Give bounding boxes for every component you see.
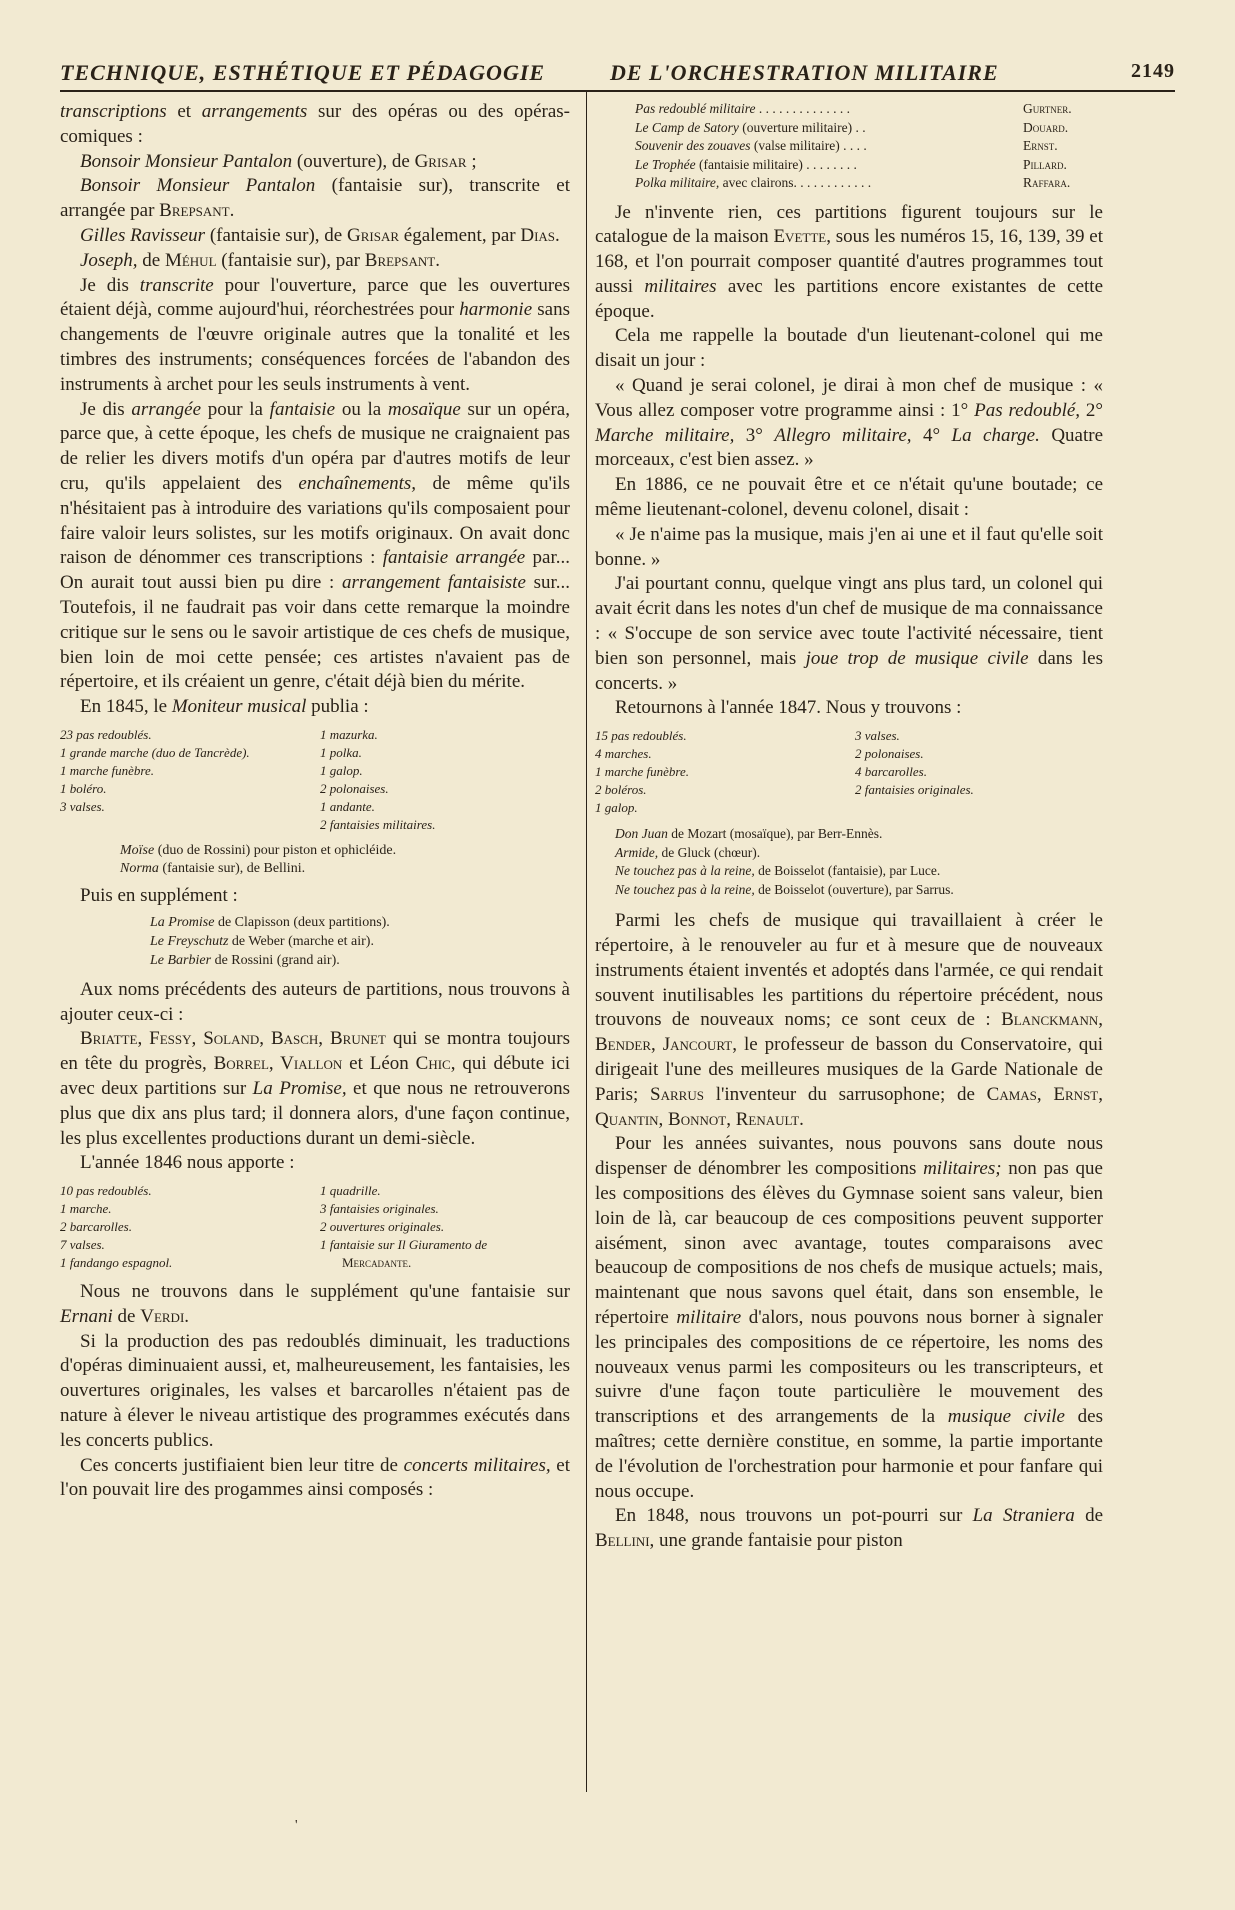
paragraph: « Je n'aime pas la musique, mais j'en ai une et il faut qu'elle soit bonne. » <box>595 523 1103 570</box>
concert-program <box>635 100 1103 193</box>
list-item: 23 pas redoublés. 1 mazurka. <box>60 726 378 742</box>
paragraph: Bonsoir Monsieur Pantalon (fantaisie sur), transcrite et arrangée par Brepsant. <box>60 175 570 222</box>
list-item: 2 fantaisies militaires. <box>320 816 436 832</box>
list-item: 7 valses. 1 fantaisie sur Il Giuramento de <box>60 1237 488 1253</box>
list-item: 15 pas redoublés. 3 valses. <box>595 728 900 744</box>
list-1847 <box>595 727 1103 817</box>
paragraph: Puis en supplément : <box>80 884 238 906</box>
paragraph: Gilles Ravisseur (fantaisie sur), de Grisar également, par Dias. <box>80 224 560 246</box>
list-item: La Promise de Clapisson (deux partitions). <box>150 914 390 930</box>
paragraph: Je dis transcrite pour l'ouverture, parce que les ouvertures étaient déjà, comme aujourd'hui, réorchestrées pour harmonie sans changements de l'œuvre originale autres que la tonalité et les timbres des instruments; conséquences forcées de l'abandon des instruments à archet pour les seuls instruments à vent. <box>60 274 571 395</box>
paragraph: Je n'invente rien, ces partitions figurent toujours sur le catalogue de la maison Evette, sous les numéros 15, 16, 139, 39 et 168, et l'on pourrait composer quantité d'autres programmes tout aussi militaires avec les partitions encore existantes de cette époque. <box>595 201 1104 322</box>
list-item: 4 marches. 2 polonaises. <box>595 746 924 762</box>
list-item: 1 marche. 3 fantaisies originales. <box>60 1201 439 1217</box>
list-item: Polka militaire, avec clairons. . . . . . . . . . . . Raffara. <box>635 175 1071 190</box>
paragraph: Nous ne trouvons dans le supplément qu'une fantaisie sur Ernani de Verdi. <box>60 1281 570 1327</box>
list-item: Souvenir des zouaves (valse militaire) . . . . Ernst. <box>635 138 1058 153</box>
paragraph: Je dis arrangée pour la fantaisie ou la mosaïque sur un opéra, parce que, à cette époque, les chefs de musique ne craignaient pas de relier les divers motifs d'un opéra par d'autres motifs de leur cru, qu'ils appelaient des enchaînements, de même qu'ils n'hésitaient pas à introduire des variations qu'ils composaient pour faire valoir leurs solistes, sur les motifs originaux. On avait donc raison de dénommer ces transcriptions : fantaisie arrangée par... On aurait tout aussi bien pu dire : arrangement fantaisiste sur... Toutefois, il ne faudrait pas voir dans cette remarque la moindre critique sur le sens ou le savoir artistique de ces chefs de musique, bien loin de moi cette pensée; ces artistes n'avaient pas de répertoire, et ils créaient un genre, c'était déjà bien du mérite. <box>60 398 571 693</box>
list-item: 1 marche funèbre. 4 barcarolles. <box>595 764 927 780</box>
list-item: Armide, de Gluck (chœur). <box>615 844 761 860</box>
paragraph: Pour les années suivantes, nous pouvons sans doute nous dispenser de dénombrer les compositions militaires; non pas que les compositions des élèves du Gymnase soient sans valeur, bien loin de là, car beaucoup de ces compositions peuvent supporter aisément, sinon avec avantage, toutes comparaisons avec beaucoup de compositions de nos chefs de musique actuels; mais, maintenant que nous savons quel était, dans son ensemble, le répertoire militaire d'alors, nous pouvons nous borner à signaler les principales des compositions de ce répertoire, les noms des nouveaux venus parmi les compositeurs ou les transcripteurs, et suivre d'une façon toute particulière le mouvement des transcriptions et des arrangements de la musique civile des maîtres; cette dernière constitue, en somme, la partie importante de l'évolution de l'orchestration pour harmonie et pour fanfare qui nous occupe. <box>595 1133 1103 1502</box>
paragraph: « Quand je serai colonel, je dirai à mon chef de musique : « Vous allez composer votre programme ainsi : 1° Pas redoublé, 2° Marche militaire, 3° Allegro militaire, 4° La charge. Quatre morceaux, c'est bien assez. » <box>595 375 1104 471</box>
list-item: Don Juan de Mozart (mosaïque), par Berr-Ennès. <box>615 826 883 842</box>
footer-mark: ' <box>295 1818 298 1833</box>
list-item: Le Barbier de Rossini (grand air). <box>150 952 340 968</box>
list-item: Le Trophée (fantaisie militaire) . . . . . . . . Pillard. <box>635 156 1067 172</box>
paragraph: En 1845, le Moniteur musical publia : <box>80 696 369 718</box>
list-1845 <box>60 726 570 834</box>
list-item: Pas redoublé militaire . . . . . . . . . . . . . . Gurtner. <box>635 101 1072 116</box>
paragraph: Parmi les chefs de musique qui travaillaient à créer le répertoire, à le renouveler au fur et à mesure que de nouveaux instruments étaient inventés et adoptés dans l'armée, ce qui rendait souvent inutilisables les partitions du répertoire précédent, nous trouvons de nouveaux noms; ce sont ceux de : Blanckmann, Bender, Jancourt, le professeur de basson du Conservatoire, qui dirigeait l'une des meilleures musiques de la Garde Nationale de Paris; Sarrus l'inventeur du sarrusophone; de Camas, Ernst, Quantin, Bonnot, Renault. <box>595 910 1104 1130</box>
paragraph: En 1848, nous trouvons un pot-pourri sur La Straniera de Bellini, une grande fantaisie pour piston <box>595 1505 1103 1552</box>
paragraph: L'année 1846 nous apporte : <box>80 1152 295 1174</box>
header-right-title: DE L'ORCHESTRATION MILITAIRE <box>610 60 999 85</box>
left-column <box>60 100 570 1503</box>
list-1846 <box>60 1182 570 1272</box>
list-item: 2 barcarolles. 2 ouvertures originales. <box>60 1219 445 1235</box>
right-column <box>595 100 1103 1554</box>
list-item: 1 fandango espagnol. Mercadante. <box>60 1255 412 1271</box>
list-1845-extra <box>120 842 570 878</box>
list-item: 1 marche funèbre. 1 galop. <box>60 762 363 778</box>
paragraph: Ces concerts justifiaient bien leur titre de concerts militaires, et l'on pouvait lire des progammes ainsi composés : <box>60 1454 570 1501</box>
list-item: 1 grande marche (duo de Tancrède). 1 polka. <box>60 744 362 760</box>
list-item: 3 valses. 1 andante. <box>60 798 375 814</box>
list-item: Norma (fantaisie sur), de Bellini. <box>120 860 306 876</box>
paragraph: Si la production des pas redoublés diminuait, les traductions d'opéras diminuaient aussi, et, malheureusement, les fantaisies, les ouvertures originales, les valses et barcarolles n'étaient pas de nature à élever le niveau artistique des programmes exécutés dans les concerts publics. <box>60 1330 570 1451</box>
paragraph: Joseph, de Méhul (fantaisie sur), par Brepsant. <box>80 249 440 271</box>
list-item: 10 pas redoublés. 1 quadrille. <box>60 1183 381 1199</box>
page-number: 2149 <box>1131 60 1175 82</box>
list-item: Ne touchez pas à la reine, de Boisselot (fantaisie), par Luce. <box>615 863 941 879</box>
running-header <box>60 60 1175 88</box>
paragraph: Bonsoir Monsieur Pantalon (ouverture), de Grisar ; <box>80 150 477 172</box>
paragraph: Retournons à l'année 1847. Nous y trouvons : <box>615 697 962 719</box>
column-divider <box>586 92 587 1792</box>
list-item: Ne touchez pas à la reine, de Boisselot (ouverture), par Sarrus. <box>615 881 954 897</box>
paragraph: transcriptions et arrangements sur des opéras ou des opéras-comiques : <box>60 101 570 147</box>
list-item: 2 boléros. 2 fantaisies originales. <box>595 782 974 798</box>
paragraph: Cela me rappelle la boutade d'un lieutenant-colonel qui me disait un jour : <box>595 325 1103 372</box>
header-rule <box>60 90 1175 92</box>
list-item: Le Camp de Satory (ouverture militaire) . . Douard. <box>635 119 1069 135</box>
paragraph: Briatte, Fessy, Soland, Basch, Brunet qui se montra toujours en tête du progrès, Borrel, Viallon et Léon Chic, qui débute ici avec deux partitions sur La Promise, et que nous ne retrouverons plus que dix ans plus tard; il donnera alors, d'une façon continue, les plus excellentes productions durant un demi-siècle. <box>60 1028 571 1149</box>
list-item: 1 boléro. 2 polonaises. <box>60 780 389 796</box>
repertoire-list <box>615 825 1103 899</box>
header-left-title: TECHNIQUE, ESTHÉTIQUE ET PÉDAGOGIE <box>60 60 546 85</box>
paragraph: J'ai pourtant connu, quelque vingt ans plus tard, un colonel qui avait écrit dans les notes d'un chef de musique de ma connaissance : « S'occupe de son service avec toute l'activité nécessaire, tient bien son personnel, mais joue trop de musique civile dans les concerts. » <box>595 573 1104 694</box>
list-item: 1 galop. <box>595 800 638 816</box>
list-item: Moïse (duo de Rossini) pour piston et ophicléide. <box>120 842 397 858</box>
supplement-list <box>150 913 570 970</box>
paragraph: En 1886, ce ne pouvait être et ce n'était qu'une boutade; ce même lieutenant-colonel, devenu colonel, disait : <box>595 474 1103 521</box>
paragraph: Aux noms précédents des auteurs de partitions, nous trouvons à ajouter ceux-ci : <box>60 978 570 1025</box>
list-item: Le Freyschutz de Weber (marche et air). <box>150 933 374 949</box>
